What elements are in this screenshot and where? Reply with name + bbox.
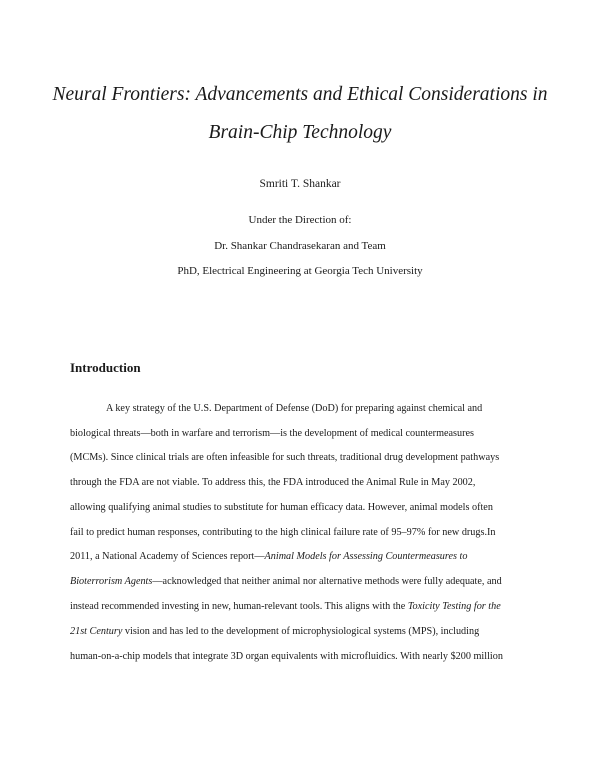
report-title-italic: Animal Models for Assessing Countermeasures to bbox=[264, 551, 468, 562]
body-text: biological threats—both in warfare and terrorism—is the development of medical countermeasures bbox=[70, 428, 474, 439]
body-text: —acknowledged that neither animal nor alternative methods were fully adequate, and bbox=[152, 576, 502, 587]
affiliation: PhD, Electrical Engineering at Georgia Tech University bbox=[177, 265, 423, 277]
body-text: through the FDA are not viable. To address this, the FDA introduced the Animal Rule in May 2002, bbox=[70, 477, 476, 488]
body-text: vision and has led to the development of microphysiological systems (MPS), including bbox=[122, 626, 480, 637]
paper-title-line-1: Neural Frontiers: Advancements and Ethical Considerations in bbox=[52, 84, 548, 105]
vision-title-italic: Toxicity Testing for the bbox=[407, 601, 501, 612]
body-text: 2011, a National Academy of Sciences report— bbox=[70, 551, 265, 562]
paper-title-line-2: Brain-Chip Technology bbox=[208, 122, 392, 143]
body-line bbox=[70, 428, 474, 439]
body-line bbox=[70, 551, 467, 562]
body-line bbox=[70, 527, 496, 538]
report-title-italic: Bioterrorism Agents bbox=[70, 576, 153, 587]
author-name: Smriti T. Shankar bbox=[259, 178, 341, 190]
body-line bbox=[70, 601, 501, 612]
body-line bbox=[106, 403, 482, 414]
body-text: allowing qualifying animal studies to substitute for human efficacy data. However, animal models often bbox=[70, 502, 493, 513]
section-heading-introduction: Introduction bbox=[70, 360, 141, 375]
body-text: A key strategy of the U.S. Department of Defense (DoD) for preparing against chemical and bbox=[106, 403, 483, 414]
advisor-name: Dr. Shankar Chandrasekaran and Team bbox=[214, 240, 386, 252]
body-line bbox=[70, 502, 493, 513]
body-text: (MCMs). Since clinical trials are often infeasible for such threats, traditional drug development pathways bbox=[70, 452, 500, 463]
body-text: fail to predict human responses, contributing to the high clinical failure rate of 95–97% for new drugs.In bbox=[70, 527, 496, 538]
body-line bbox=[70, 651, 503, 662]
body-text: instead recommended investing in new, human-relevant tools. This aligns with the bbox=[70, 601, 408, 612]
direction-label: Under the Direction of: bbox=[248, 214, 352, 226]
body-line bbox=[70, 626, 479, 637]
body-line bbox=[70, 576, 502, 587]
body-line bbox=[70, 477, 475, 488]
vision-title-italic: 21st Century bbox=[70, 626, 123, 637]
body-line bbox=[70, 452, 499, 463]
body-text: human-on-a-chip models that integrate 3D organ equivalents with microfluidics. With nearly $200 million bbox=[70, 651, 503, 662]
